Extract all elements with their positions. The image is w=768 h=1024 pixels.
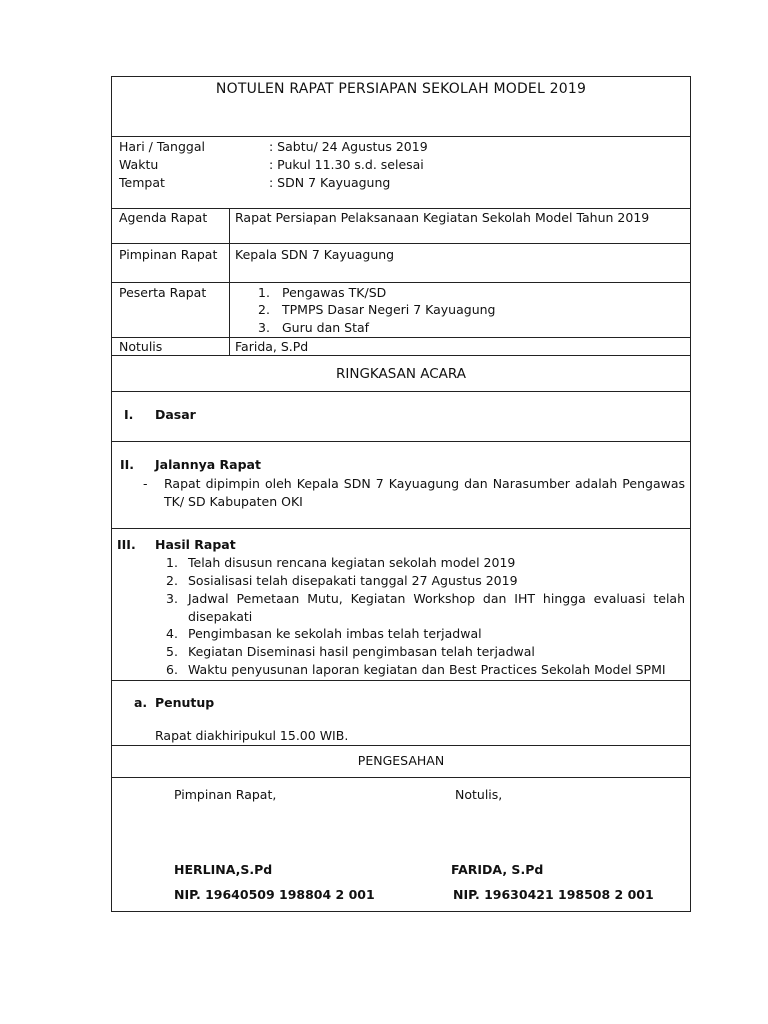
peserta-item: Pengawas TK/SD	[282, 285, 387, 300]
peserta-item: TPMPS Dasar Negeri 7 Kayuagung	[282, 302, 496, 317]
right-signatory-nip: NIP. 19630421 198508 2 001	[453, 887, 654, 902]
hasil-item: Pengimbasan ke sekolah imbas telah terjadwal	[188, 626, 482, 641]
row-divider	[112, 337, 690, 338]
hasil-item: Telah disusun rencana kegiatan sekolah model 2019	[188, 555, 516, 570]
row-divider	[112, 391, 690, 392]
row-divider	[112, 528, 690, 529]
notulis-label: Notulis	[119, 339, 163, 354]
peserta-num: 3.	[258, 320, 270, 335]
column-divider	[229, 208, 230, 355]
left-signatory-name: HERLINA,S.Pd	[174, 862, 273, 877]
section-number: a.	[134, 695, 148, 710]
row-divider	[112, 136, 690, 137]
notulis-value: Farida, S.Pd	[235, 339, 309, 354]
waktu-label: Waktu	[119, 157, 159, 172]
pimpinan-value: Kepala SDN 7 Kayuagung	[235, 247, 395, 262]
hasil-num: 2.	[166, 573, 178, 588]
hasil-num: 4.	[166, 626, 178, 641]
agenda-value: Rapat Persiapan Pelaksanaan Kegiatan Sekolah Model Tahun 2019	[235, 210, 650, 225]
section-number: III.	[117, 537, 136, 552]
hasil-item: Jadwal Pemetaan Mutu, Kegiatan Workshop dan IHT hingga evaluasi telah disepakati	[188, 591, 685, 624]
left-signatory-nip: NIP. 19640509 198804 2 001	[174, 887, 375, 902]
row-divider	[112, 441, 690, 442]
jalannya-text: Rapat dipimpin oleh Kepala SDN 7 Kayuagung dan Narasumber adalah Pengawas TK/ SD Kabupaten OKI	[164, 476, 685, 509]
waktu-value: : Pukul 11.30 s.d. selesai	[269, 157, 424, 172]
pengesahan-heading: PENGESAHAN	[357, 753, 445, 768]
right-role: Notulis,	[455, 787, 503, 802]
jalannya-bullet: -	[143, 476, 148, 491]
hasil-item: Sosialisasi telah disepakati tanggal 27 Agustus 2019	[188, 573, 518, 588]
peserta-num: 1.	[258, 285, 270, 300]
left-role: Pimpinan Rapat,	[174, 787, 277, 802]
peserta-num: 2.	[258, 302, 270, 317]
section-number: I.	[124, 407, 134, 422]
penutup-title: Penutup	[155, 695, 215, 710]
hari-label: Hari / Tanggal	[119, 139, 205, 154]
dasar-title: Dasar	[155, 407, 196, 422]
agenda-label: Agenda Rapat	[119, 210, 208, 225]
hasil-item: Kegiatan Diseminasi hasil pengimbasan telah terjadwal	[188, 644, 535, 659]
jalannya-title: Jalannya Rapat	[155, 457, 261, 472]
hasil-num: 3.	[166, 591, 178, 606]
row-divider	[112, 355, 690, 356]
row-divider	[112, 777, 690, 778]
ringkasan-heading: RINGKASAN ACARA	[336, 366, 466, 382]
pimpinan-label: Pimpinan Rapat	[119, 247, 218, 262]
hasil-num: 6.	[166, 662, 178, 677]
hasil-num: 1.	[166, 555, 178, 570]
row-divider	[112, 282, 690, 283]
peserta-item: Guru dan Staf	[282, 320, 370, 335]
peserta-label: Peserta Rapat	[119, 285, 207, 300]
row-divider	[112, 680, 690, 681]
row-divider	[112, 243, 690, 244]
minutes-document	[111, 76, 691, 912]
hasil-title: Hasil Rapat	[155, 537, 236, 552]
row-divider	[112, 745, 690, 746]
section-number: II.	[120, 457, 135, 472]
penutup-text: Rapat diakhiripukul 15.00 WIB.	[155, 728, 349, 743]
tempat-label: Tempat	[119, 175, 165, 190]
tempat-value: : SDN 7 Kayuagung	[269, 175, 391, 190]
hari-value: : Sabtu/ 24 Agustus 2019	[269, 139, 428, 154]
hasil-item: Waktu penyusunan laporan kegiatan dan Best Practices Sekolah Model SPMI	[188, 662, 666, 677]
hasil-num: 5.	[166, 644, 178, 659]
right-signatory-name: FARIDA, S.Pd	[451, 862, 544, 877]
document-title: NOTULEN RAPAT PERSIAPAN SEKOLAH MODEL 2019	[215, 81, 587, 97]
